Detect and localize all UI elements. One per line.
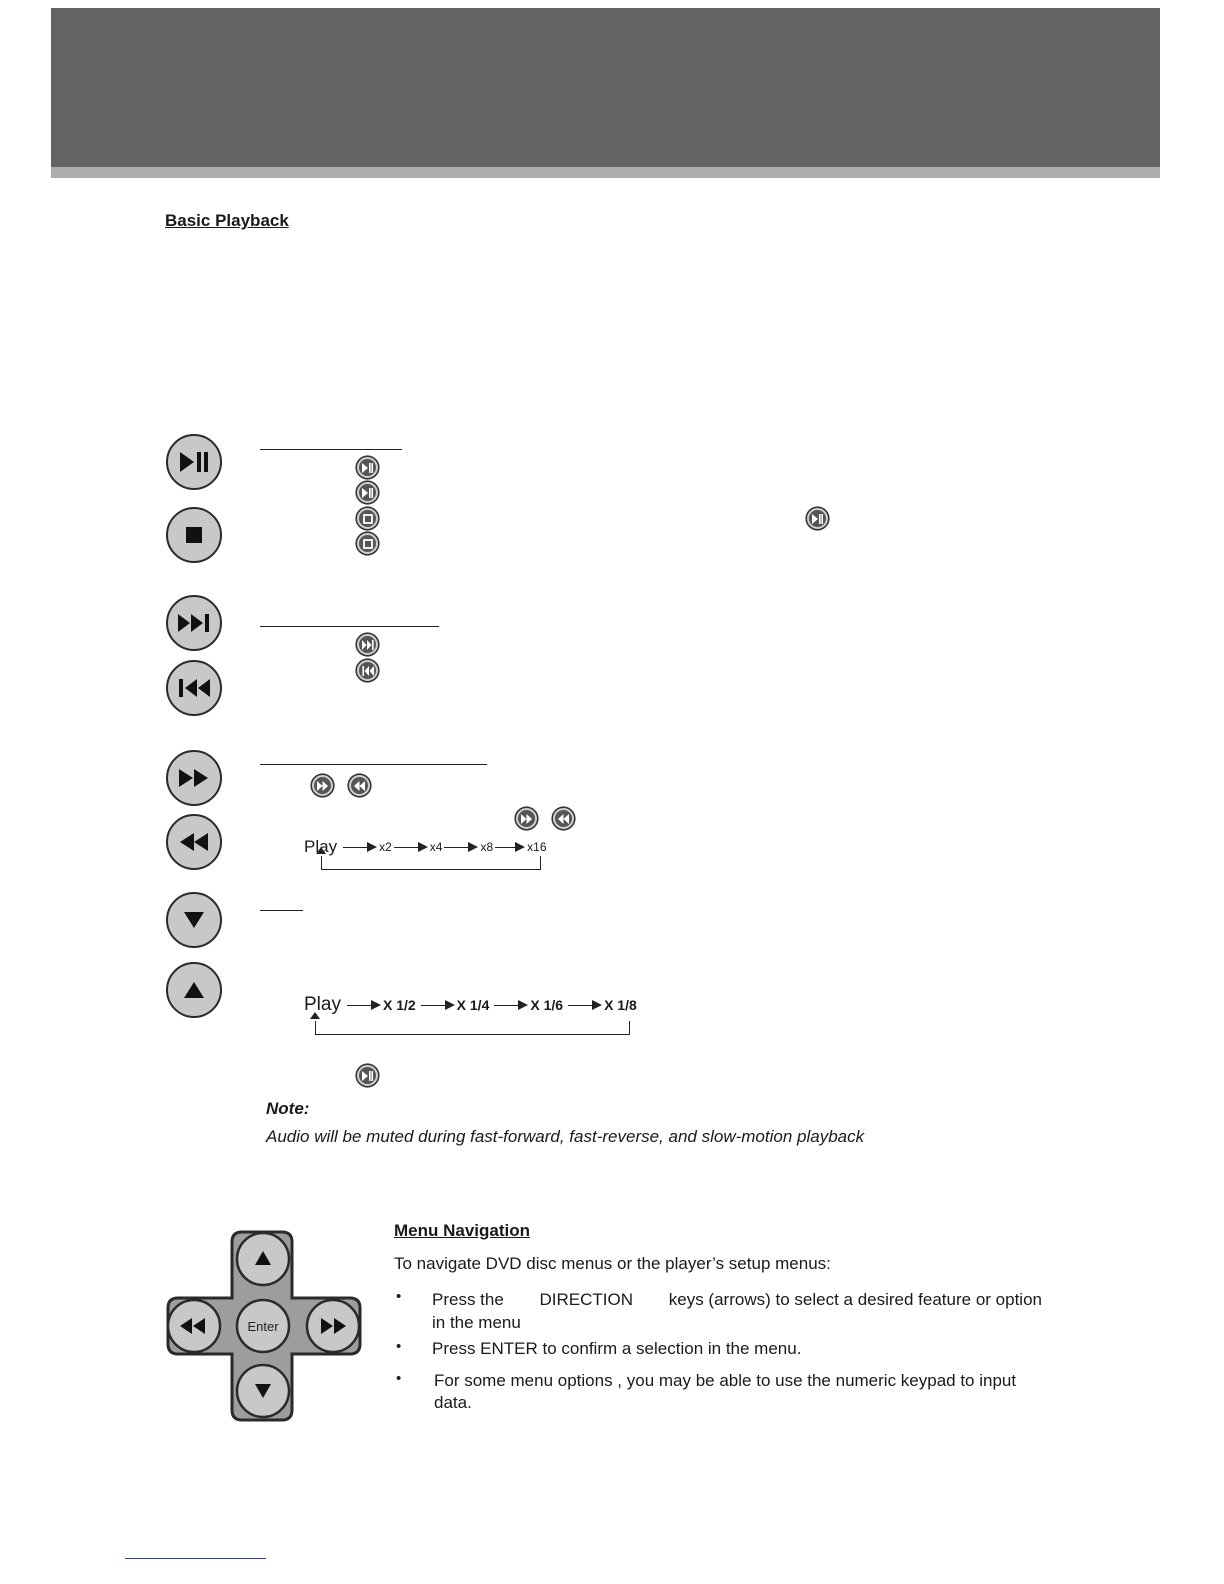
bullet-2-text: Press ENTER to confirm a selection in the menu. bbox=[432, 1339, 802, 1358]
mini-play-pause-3 bbox=[807, 508, 828, 529]
slow-up-button bbox=[166, 962, 222, 1018]
play-pause-icon bbox=[362, 1071, 373, 1081]
fast-seq-step-4: x16 bbox=[527, 840, 547, 854]
play-pause-icon bbox=[179, 451, 209, 473]
mini-fast-forward-2 bbox=[516, 808, 537, 829]
bullet-1-mark: • bbox=[396, 1288, 402, 1305]
fast-reverse-icon bbox=[179, 833, 209, 851]
fast-seq-play: Play bbox=[304, 837, 338, 856]
mini-play-pause-2 bbox=[357, 482, 378, 503]
arrow-icon bbox=[495, 842, 525, 852]
arrow-icon bbox=[421, 1000, 455, 1010]
stop-icon bbox=[363, 514, 373, 524]
next-icon bbox=[362, 640, 374, 650]
next-icon bbox=[178, 614, 210, 632]
menu-intro: To navigate DVD disc menus or the player’s setup menus: bbox=[394, 1254, 831, 1273]
bullet-1-b: keys (arrows) to select a desired feature or option bbox=[668, 1290, 1042, 1309]
mini-fast-forward-1 bbox=[312, 775, 333, 796]
fast-reverse-icon bbox=[354, 781, 365, 791]
mini-next bbox=[357, 634, 378, 655]
slow-sequence bbox=[304, 994, 637, 1016]
loop-up-arrow-icon bbox=[310, 1012, 320, 1019]
slow-seq-step-4: X 1/8 bbox=[604, 997, 637, 1013]
fast-seq-step-1: x2 bbox=[379, 840, 392, 854]
footer-link-rule bbox=[125, 1558, 266, 1559]
note-text: Audio will be muted during fast-forward, fast-reverse, and slow-motion playback bbox=[266, 1127, 865, 1146]
bullet-2-mark: • bbox=[396, 1338, 402, 1355]
header-strip bbox=[51, 167, 1160, 178]
fast-forward-icon bbox=[521, 814, 532, 824]
previous-icon bbox=[362, 666, 374, 676]
arrow-icon bbox=[394, 842, 428, 852]
bullet-3-line-2: data. bbox=[434, 1393, 472, 1412]
play-pause-button bbox=[166, 434, 222, 490]
play-pause-icon bbox=[362, 488, 373, 498]
direction-key-label: DIRECTION bbox=[539, 1290, 634, 1309]
fast-forward-icon bbox=[179, 769, 209, 787]
search-rule bbox=[260, 764, 487, 765]
basic-playback-title: Basic Playback bbox=[165, 211, 289, 230]
slow-seq-step-2: X 1/4 bbox=[456, 997, 490, 1013]
arrow-icon bbox=[347, 1000, 381, 1010]
fast-seq-step-3: x8 bbox=[480, 840, 494, 854]
direction-pad bbox=[164, 1228, 364, 1424]
bullet-1-a: Press the bbox=[432, 1290, 504, 1309]
mini-play-pause-4 bbox=[357, 1065, 378, 1086]
bullet-3-mark: • bbox=[396, 1370, 402, 1387]
slow-down-icon bbox=[184, 912, 204, 928]
slow-seq-play: Play bbox=[304, 994, 341, 1015]
mini-stop-2 bbox=[357, 533, 378, 554]
loop-up-arrow-icon bbox=[316, 847, 326, 854]
note-title: Note: bbox=[266, 1099, 310, 1118]
mini-fast-reverse-2 bbox=[553, 808, 574, 829]
mini-play-pause-1 bbox=[357, 457, 378, 478]
pad-up-button bbox=[237, 1233, 289, 1285]
slow-down-button bbox=[166, 892, 222, 948]
bullet-1-line-2: in the menu bbox=[432, 1313, 521, 1332]
stop-icon bbox=[363, 539, 373, 549]
pad-left-button bbox=[168, 1300, 220, 1352]
fast-reverse-icon bbox=[558, 814, 569, 824]
previous-button bbox=[166, 660, 222, 716]
play-pause-icon bbox=[812, 514, 823, 524]
fast-forward-button bbox=[166, 750, 222, 806]
pad-down-button bbox=[237, 1365, 289, 1417]
stop-icon bbox=[186, 527, 202, 543]
slow-sequence-loop bbox=[315, 1021, 630, 1035]
next-button bbox=[166, 595, 222, 651]
arrow-icon bbox=[568, 1000, 602, 1010]
previous-icon bbox=[178, 679, 210, 697]
bullet-1-line-1 bbox=[432, 1290, 1042, 1310]
pad-enter-button bbox=[237, 1300, 289, 1352]
fast-forward-icon bbox=[317, 781, 328, 791]
bullet-3-line-1: For some menu options , you may be able to use the numeric keypad to input bbox=[434, 1371, 1017, 1390]
fast-reverse-button bbox=[166, 814, 222, 870]
fast-sequence-loop bbox=[321, 856, 541, 870]
fast-seq-step-2: x4 bbox=[429, 840, 443, 854]
arrow-icon bbox=[494, 1000, 528, 1010]
slow-seq-step-3: X 1/6 bbox=[530, 997, 564, 1013]
enter-label: Enter bbox=[247, 1319, 279, 1334]
slow-rule bbox=[260, 910, 303, 911]
pad-right-button bbox=[307, 1300, 359, 1352]
arrow-icon bbox=[444, 842, 478, 852]
mini-stop-1 bbox=[357, 508, 378, 529]
slow-up-icon bbox=[184, 982, 204, 998]
menu-navigation-title: Menu Navigation bbox=[394, 1221, 531, 1240]
arrow-icon bbox=[343, 842, 377, 852]
mini-fast-reverse-1 bbox=[349, 775, 370, 796]
stop-button bbox=[166, 507, 222, 563]
play-pause-icon bbox=[362, 463, 373, 473]
skip-rule bbox=[260, 626, 439, 627]
mini-previous bbox=[357, 660, 378, 681]
slow-seq-step-1: X 1/2 bbox=[382, 997, 416, 1013]
header-band bbox=[51, 8, 1160, 167]
play-stop-rule bbox=[260, 449, 402, 450]
fast-sequence bbox=[304, 837, 547, 857]
